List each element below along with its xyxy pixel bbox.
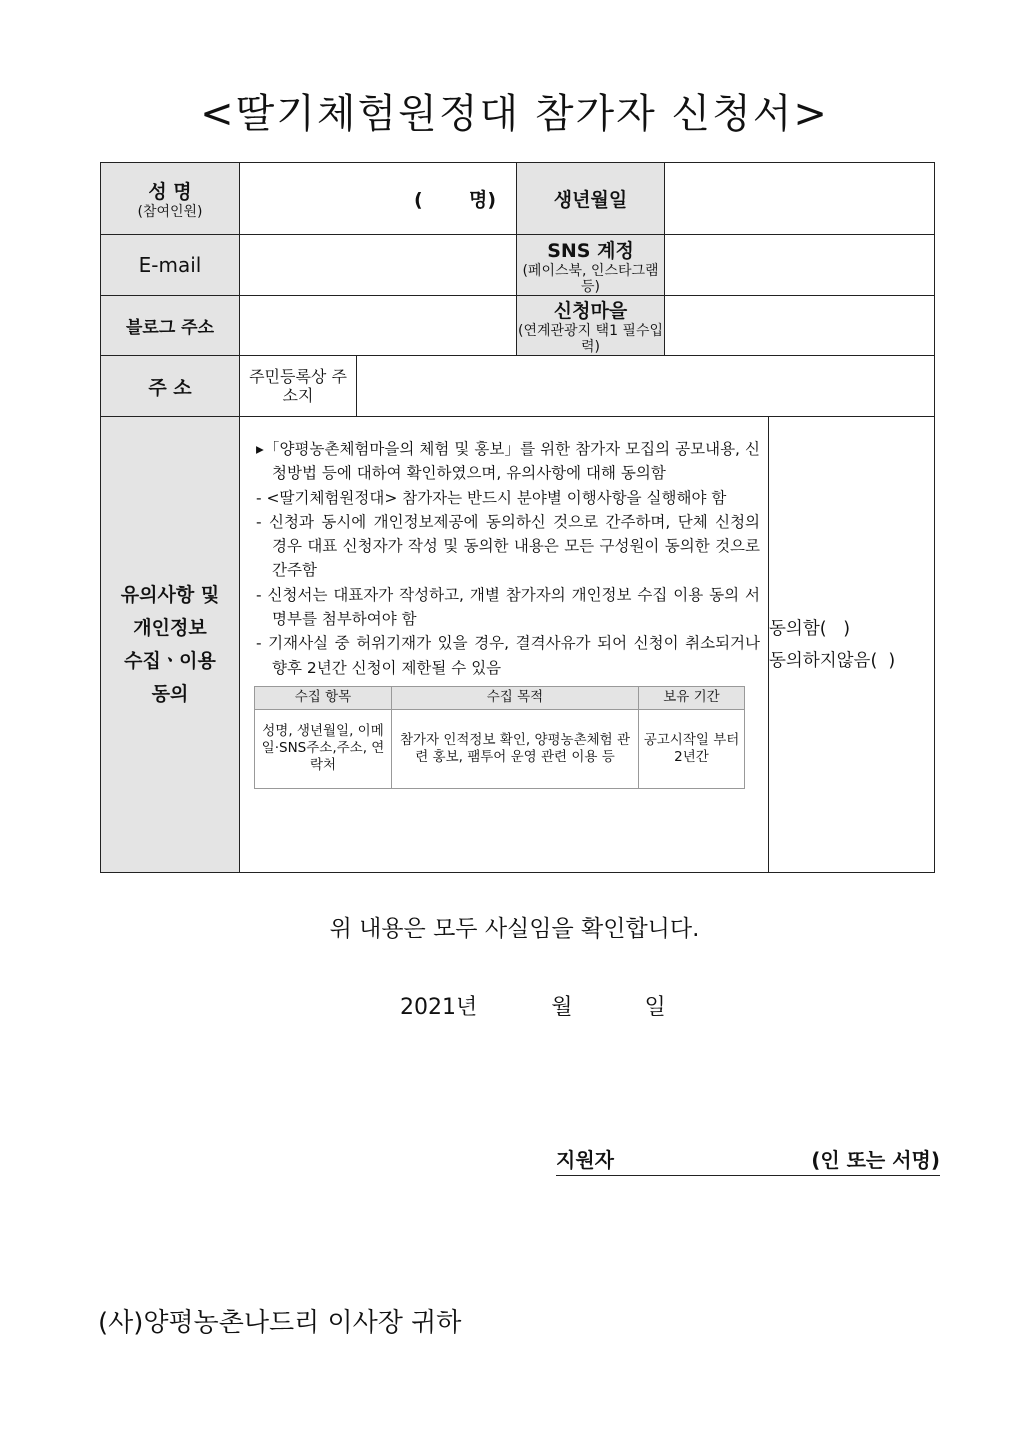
info-header-items: 수집 항목 [255, 686, 392, 709]
address-label: 주 소 [101, 356, 240, 417]
name-label-cell [101, 163, 240, 235]
notice-item: ▸「양평농촌체험마을의 체험 및 홍보」를 위한 참가자 모집의 공모내용, 신청방법 등에 대하여 확인하였으며, 유의사항에 대해 동의함 [256, 440, 761, 483]
signer-label: 지원자 [556, 1148, 614, 1172]
signature-line[interactable] [556, 1147, 940, 1176]
address-field[interactable] [357, 356, 935, 417]
notice-label-line-2: 개인정보 [133, 616, 207, 639]
sns-label-cell [517, 235, 665, 296]
blog-label: 블로그 주소 [101, 296, 240, 356]
date-day: 일 [644, 995, 666, 1020]
info-header-purpose: 수집 목적 [392, 686, 639, 709]
village-field[interactable] [665, 296, 935, 356]
village-label-cell [517, 296, 665, 356]
consent-disagree[interactable]: 동의하지않음( ) [769, 650, 896, 671]
birth-label: 생년월일 [517, 163, 665, 235]
application-form [100, 162, 935, 873]
notice-item: - 기재사실 중 허위기재가 있을 경우, 결격사유가 되어 신청이 취소되거나 향후 2년간 신청이 제한될 수 있음 [256, 634, 761, 677]
name-field[interactable] [240, 163, 517, 235]
info-items: 성명, 생년월일, 이메일·SNS주소,주소, 연락처 [255, 709, 392, 788]
sns-label: SNS 계정 [547, 239, 634, 262]
date-month: 월 [551, 995, 573, 1020]
notice-label-cell [101, 417, 240, 873]
privacy-info-table [254, 686, 745, 789]
date-line [400, 990, 666, 1021]
notice-text [240, 417, 768, 795]
notice-item: - <딸기체험원정대> 참가자는 반드시 분야별 이행사항을 실행해야 함 [256, 488, 727, 507]
blog-field[interactable] [240, 296, 517, 356]
consent-agree[interactable]: 동의함( ) [769, 618, 851, 639]
email-label: E-mail [101, 235, 240, 296]
notice-label-line-1: 유의사항 및 [120, 583, 220, 606]
birth-field[interactable] [665, 163, 935, 235]
notice-item: - 신청과 동시에 개인정보제공에 동의하신 것으로 간주하며, 단체 신청의 경우 대표 신청자가 작성 및 동의한 내용은 모든 구성원이 동의한 것으로 간주함 [256, 512, 761, 580]
email-field[interactable] [240, 235, 517, 296]
info-period: 공고시작일 부터 2년간 [639, 709, 745, 788]
notice-item: - 신청서는 대표자가 작성하고, 개별 참가자의 개인정보 수집 이용 동의 서명부를 첨부하여야 함 [256, 585, 761, 629]
info-header-period: 보유 기간 [639, 686, 745, 709]
sns-field[interactable] [665, 235, 935, 296]
participants-count: ( 명) [413, 189, 497, 211]
confirmation-statement: 위 내용은 모두 사실임을 확인합니다. [329, 916, 700, 942]
village-sub-label: (연계관광지 택1 필수입력) [518, 323, 664, 355]
notice-label-line-3: 수집ㆍ이용 [124, 649, 216, 672]
address-sub-label: 주민등록상 주소지 [240, 356, 357, 417]
sign-note: (인 또는 서명) [811, 1148, 940, 1172]
sns-sub-label: (페이스북, 인스타그램 등) [522, 262, 659, 295]
page-title: <딸기체험원정대 참가자 신청서> [200, 91, 829, 137]
village-label: 신청마을 [553, 300, 628, 322]
date-year: 2021년 [400, 995, 478, 1020]
name-label: 성 명 [148, 181, 192, 203]
notice-label-line-4: 동의 [151, 682, 189, 705]
info-purpose: 참가자 인적정보 확인, 양평농촌체험 관련 홍보, 팸투어 운영 관련 이용 등 [392, 709, 639, 788]
notice-cell [240, 417, 769, 873]
addressee: (사)양평농촌나드리 이사장 귀하 [98, 1308, 462, 1338]
consent-cell [769, 417, 935, 873]
name-sub-label: (참여인원) [137, 204, 203, 220]
